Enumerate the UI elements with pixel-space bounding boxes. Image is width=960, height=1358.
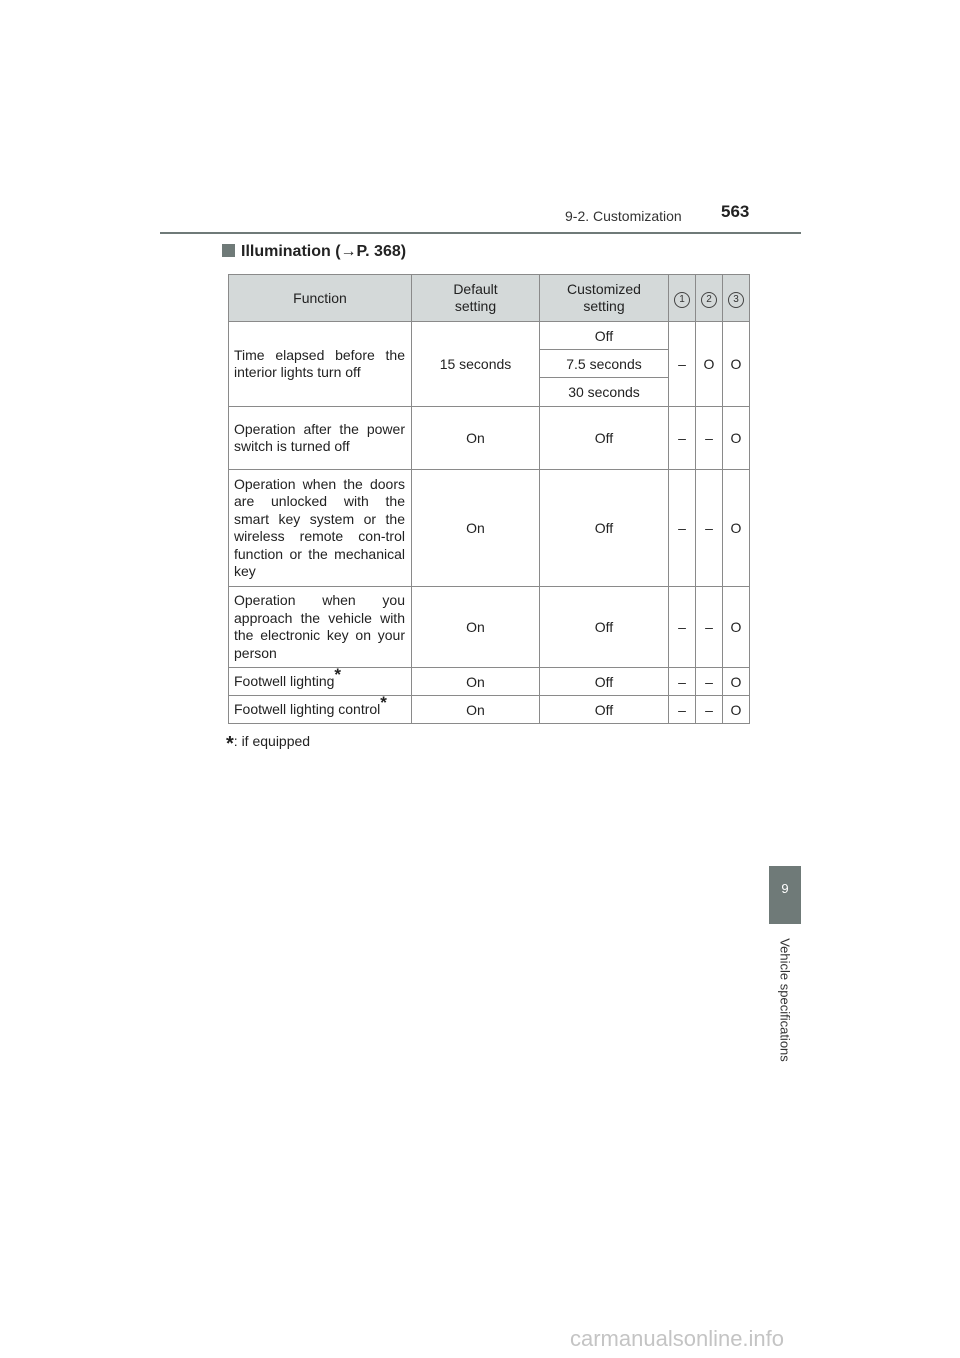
col1-cell: –: [669, 470, 696, 587]
col1-cell: –: [669, 322, 696, 407]
table-row: [229, 407, 750, 470]
watermark: carmanualsonline.info: [570, 1326, 785, 1351]
custom-option-cell: Off: [540, 322, 669, 350]
chapter-label: Vehicle specifications: [777, 938, 793, 1062]
table-row: [229, 470, 750, 587]
table-row: [229, 668, 750, 696]
custom-cell: Off: [540, 470, 669, 587]
col1-cell: –: [669, 696, 696, 724]
header-default-setting: Default setting: [412, 275, 540, 322]
default-cell: 15 seconds: [412, 322, 540, 407]
col1-cell: –: [669, 587, 696, 668]
col3-cell: O: [723, 668, 750, 696]
col1-cell: –: [669, 407, 696, 470]
col2-cell: –: [696, 668, 723, 696]
custom-option-cell: 30 seconds: [540, 378, 669, 407]
header-divider: [160, 232, 801, 234]
footnote: [226, 733, 310, 756]
custom-cell: Off: [540, 587, 669, 668]
custom-cell: Off: [540, 407, 669, 470]
col3-cell: O: [723, 470, 750, 587]
col2-cell: –: [696, 470, 723, 587]
page-number: 563: [721, 202, 750, 221]
header-col-2: [696, 275, 723, 322]
custom-cell: Off: [540, 668, 669, 696]
function-cell: Operation when the doors are unlocked with the smart key system or the wireless remote con-trol function or the mechanical key: [229, 470, 412, 587]
header-customized-setting: Customized setting: [540, 275, 669, 322]
custom-cell: Off: [540, 696, 669, 724]
function-cell: Footwell lighting control*: [229, 696, 412, 724]
footnote-asterisk: *: [226, 733, 234, 755]
asterisk-mark: *: [334, 664, 342, 684]
customization-table: [228, 274, 750, 724]
default-cell: On: [412, 587, 540, 668]
circled-number-3-icon: 3: [728, 292, 744, 308]
function-cell: Time elapsed before the interior lights turn off: [229, 322, 412, 407]
asterisk-mark: *: [380, 692, 387, 712]
table-row: [229, 696, 750, 724]
circled-number-2-icon: 2: [701, 292, 717, 308]
col3-cell: O: [723, 696, 750, 724]
col2-cell: –: [696, 407, 723, 470]
section-title-text: Illumination (→P. 368): [241, 243, 407, 260]
default-cell: On: [412, 668, 540, 696]
chapter-number: 9: [781, 881, 789, 896]
table-header-row: [229, 275, 750, 322]
square-bullet-icon: [222, 244, 235, 257]
default-cell: On: [412, 696, 540, 724]
col3-cell: O: [723, 407, 750, 470]
table-row: [229, 587, 750, 668]
custom-option-cell: 7.5 seconds: [540, 350, 669, 378]
table-row: [229, 322, 750, 350]
function-cell: Operation after the power switch is turned off: [229, 407, 412, 470]
header-col-3: [723, 275, 750, 322]
col3-cell: O: [723, 587, 750, 668]
col1-cell: –: [669, 668, 696, 696]
chapter-tab: [769, 866, 801, 924]
default-cell: On: [412, 470, 540, 587]
section-title: [222, 243, 406, 261]
col3-cell: O: [723, 322, 750, 407]
col2-cell: O: [696, 322, 723, 407]
col2-cell: –: [696, 696, 723, 724]
function-cell: Operation when you approach the vehicle with the electronic key on your person: [229, 587, 412, 668]
circled-number-1-icon: 1: [674, 292, 690, 308]
section-header: 9-2. Customization: [565, 208, 682, 224]
header-function: Function: [229, 275, 412, 322]
footnote-text: : if equipped: [233, 733, 311, 749]
function-cell: Footwell lighting*: [229, 668, 412, 696]
header-col-1: [669, 275, 696, 322]
col2-cell: –: [696, 587, 723, 668]
default-cell: On: [412, 407, 540, 470]
